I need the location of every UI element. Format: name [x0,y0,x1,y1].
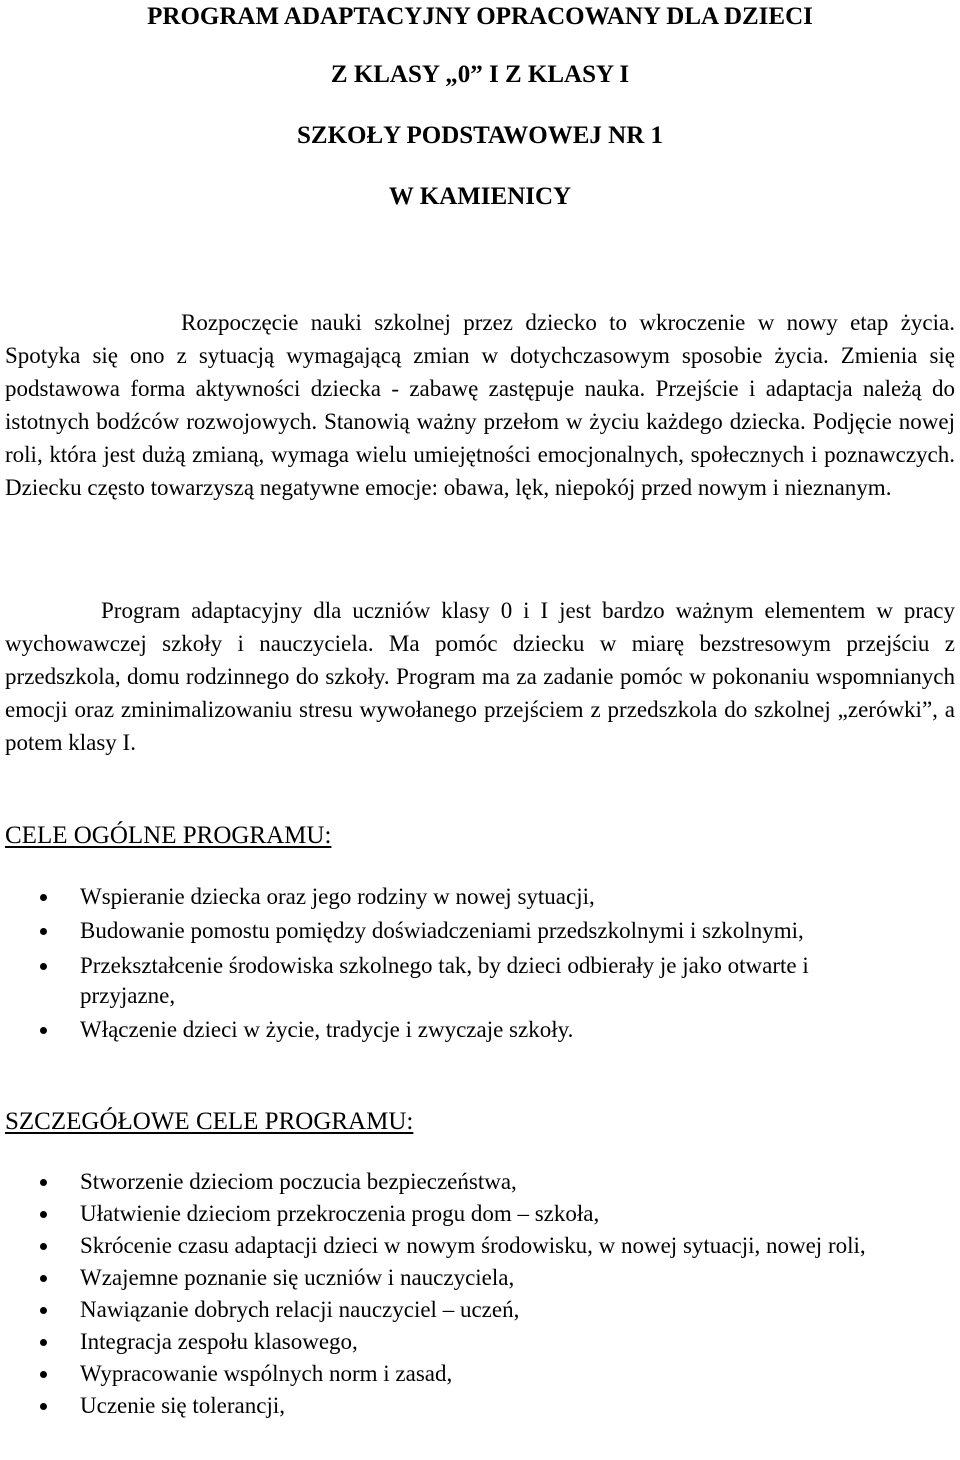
general-goals-list [0,882,880,1045]
bullet-icon [40,1211,47,1218]
bullet-icon [40,1339,47,1346]
list-item: Wypracowanie wspólnych norm i zasad, [0,1359,880,1389]
title-line-4: W KAMIENICY [388,183,572,210]
list-item: Budowanie pomostu pomiędzy doświadczeniami przedszkolnymi i szkolnymi, [0,916,880,946]
title-line-3: SZKOŁY PODSTAWOWEJ NR 1 [296,122,664,149]
list-item: Integracja zespołu klasowego, [0,1327,880,1357]
bullet-icon [40,1027,47,1034]
list-item: Przekształcenie środowiska szkolnego tak, by dzieci odbierały je jako otwarte i przyjazne, [0,951,880,1011]
bullet-icon [40,1371,47,1378]
bullet-icon [40,928,47,935]
title-line-2: Z KLASY „0” I Z KLASY I [330,61,630,88]
list-item: Nawiązanie dobrych relacji nauczyciel – uczeń, [0,1295,880,1325]
intro-paragraph: Rozpoczęcie nauki szkolnej przez dziecko to wkroczenie w nowy etap życia. Spotyka się ono z sytuacją wymagającą zmian w dotychczasowym sposobie życia. Zmienia się podstawowa forma aktywności dziecka - zabawę zastępuje nauka. Przejście i adaptacja należą do istotnych bodźców rozwojowych. Stanowią ważny przełom w życiu każdego dziecka. Podjęcie nowej roli, która jest dużą zmianą, wymaga wielu umiejętności emocjonalnych, społecznych i poznawczych. Dziecku często towarzyszą negatywne emocje: obawa, lęk, niepokój przed nowym i nieznanym. [5,310,955,500]
list-item: Stworzenie dzieciom poczucia bezpieczeństwa, [0,1167,880,1197]
bullet-icon [40,1307,47,1314]
detailed-goals-heading: SZCZEGÓŁOWE CELE PROGRAMU: [5,1108,414,1135]
bullet-icon [40,1403,47,1410]
list-item: Uczenie się tolerancji, [0,1391,880,1421]
list-item: Ułatwienie dzieciom przekroczenia progu dom – szkoła, [0,1199,880,1229]
title-line-1: PROGRAM ADAPTACYJNY OPRACOWANY DLA DZIECI [147,3,813,30]
bullet-icon [40,1275,47,1282]
bullet-icon [40,1179,47,1186]
general-goals-heading: CELE OGÓLNE PROGRAMU: [5,822,332,849]
list-item: Wspieranie dziecka oraz jego rodziny w nowej sytuacji, [0,882,880,912]
list-item: Wzajemne poznanie się uczniów i nauczyciela, [0,1263,880,1293]
list-item: Skrócenie czasu adaptacji dzieci w nowym środowisku, w nowej sytuacji, nowej roli, [0,1231,880,1261]
bullet-icon [40,1243,47,1250]
program-paragraph: Program adaptacyjny dla uczniów klasy 0 i I jest bardzo ważnym elementem w pracy wychowawczej szkoły i nauczyciela. Ma pomóc dziecku w miarę bezstresowym przejściu z przedszkola, domu rodzinnego do szkoły. Program ma za zadanie pomóc w pokonaniu wspomnianych emocji oraz zminimalizowaniu stresu wywołanego przejściem z przedszkola do szkolnej „zerówki”, a potem klasy I. [5,598,955,755]
list-item: Włączenie dzieci w życie, tradycje i zwyczaje szkoły. [0,1015,880,1045]
bullet-icon [40,963,47,970]
bullet-icon [40,894,47,901]
detailed-goals-list [0,1167,880,1421]
